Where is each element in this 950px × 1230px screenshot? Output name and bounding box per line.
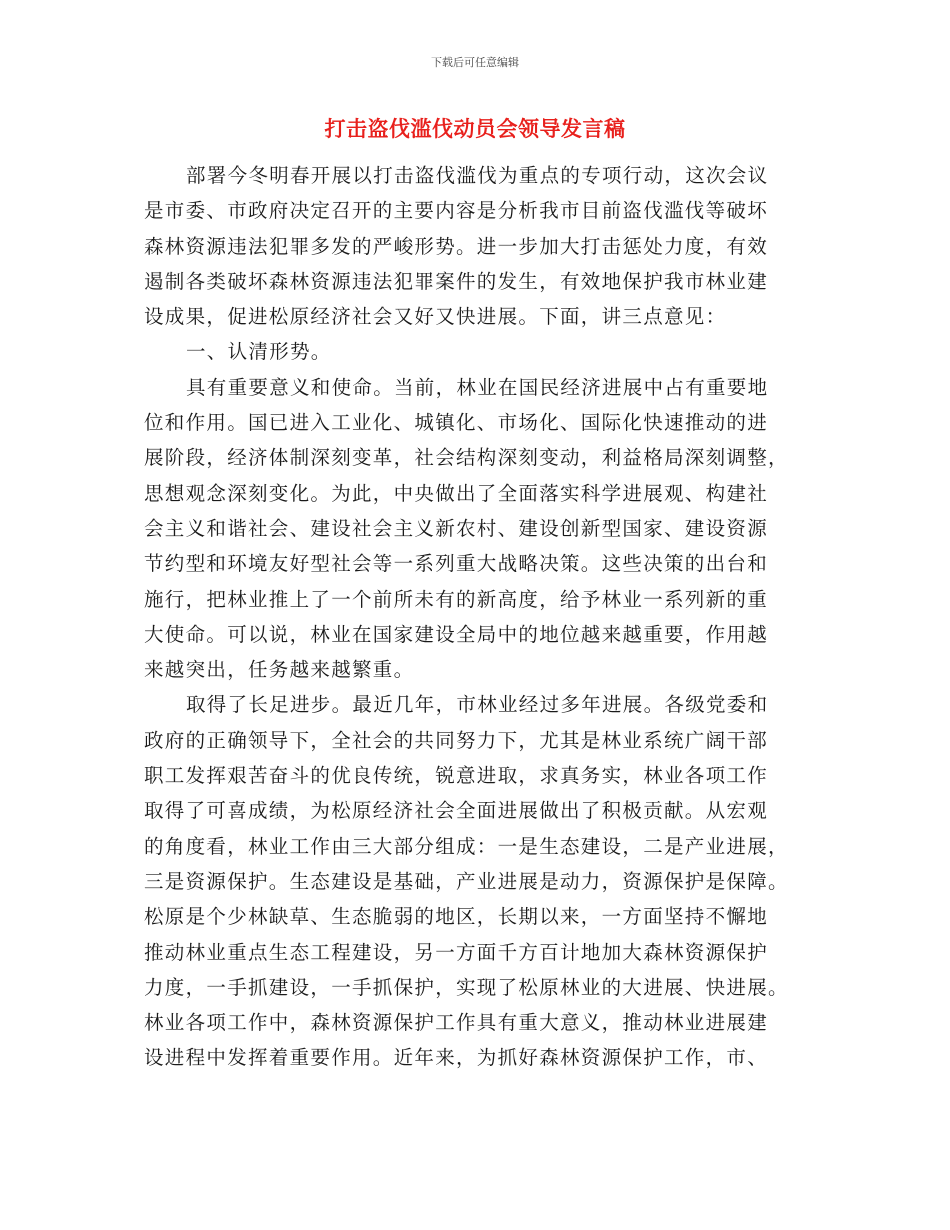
text-line: 节约型和环境友好型社会等一系列重大战略决策。这些决策的出台和 [144, 552, 769, 576]
text-line: 施行，把林业推上了一个前所未有的新高度，给予林业一系列新的重 [144, 587, 769, 611]
text-line: 部署今冬明春开展以打击盗伐滥伐为重点的专项行动，这次会议 [186, 164, 769, 187]
text-line: 展阶段，经济体制深刻变革，社会结构深刻变动，利益格局深刻调整， [144, 446, 789, 470]
text-line: 来越突出，任务越来越繁重。 [144, 658, 415, 682]
text-line: 林业各项工作中，森林资源保护工作具有重大意义，推动林业进展建 [144, 1011, 769, 1035]
text-line: 的角度看，林业工作由三大部分组成：一是生态建设，二是产业进展， [144, 834, 789, 858]
text-line: 是市委、市政府决定召开的主要内容是分析我市目前盗伐滥伐等破坏 [144, 199, 769, 223]
header-note: 下载后可任意编辑 [431, 56, 519, 69]
text-line: 推动林业重点生态工程建设，另一方面千方百计地加大森林资源保护 [144, 940, 769, 964]
text-line: 具有重要意义和使命。当前，林业在国民经济进展中占有重要地 [186, 375, 769, 399]
text-line: 松原是个少林缺草、生态脆弱的地区，长期以来，一方面坚持不懈地 [144, 905, 769, 929]
text-line: 取得了可喜成绩，为松原经济社会全面进展做出了积极贡献。从宏观 [144, 799, 769, 823]
text-line: 职工发挥艰苦奋斗的优良传统，锐意进取，求真务实，林业各项工作 [144, 764, 769, 788]
text-line: 位和作用。国已进入工业化、城镇化、市场化、国际化快速推动的进 [144, 411, 769, 435]
text-line: 设进程中发挥着重要作用。近年来，为抓好森林资源保护工作，市、 [144, 1046, 769, 1070]
text-line: 取得了长足进步。最近几年，市林业经过多年进展。各级党委和 [186, 693, 769, 717]
text-line: 遏制各类破坏森林资源违法犯罪案件的发生，有效地保护我市林业建 [144, 269, 769, 293]
document-title: 打击盗伐滥伐动员会领导发言稿 [324, 117, 626, 141]
text-line: 设成果，促进松原经济社会又好又快进展。下面，讲三点意见： [144, 305, 727, 329]
text-line: 力度，一手抓建设，一手抓保护，实现了松原林业的大进展、快进展。 [144, 975, 789, 999]
text-line: 政府的正确领导下，全社会的共同努力下，尤其是林业系统广阔干部 [144, 728, 769, 752]
text-line: 一、认清形势。 [186, 340, 332, 364]
document-body [144, 158, 796, 1076]
text-line: 思想观念深刻变化。为此，中央做出了全面落实科学进展观、构建社 [144, 481, 769, 505]
text-line: 会主义和谐社会、建设社会主义新农村、建设创新型国家、建设资源 [144, 516, 769, 540]
text-line: 三是资源保护。生态建设是基础，产业进展是动力，资源保护是保障。 [144, 869, 789, 893]
text-line: 大使命。可以说，林业在国家建设全局中的地位越来越重要，作用越 [144, 622, 769, 646]
text-line: 森林资源违法犯罪多发的严峻形势。进一步加大打击惩处力度，有效 [144, 234, 769, 258]
